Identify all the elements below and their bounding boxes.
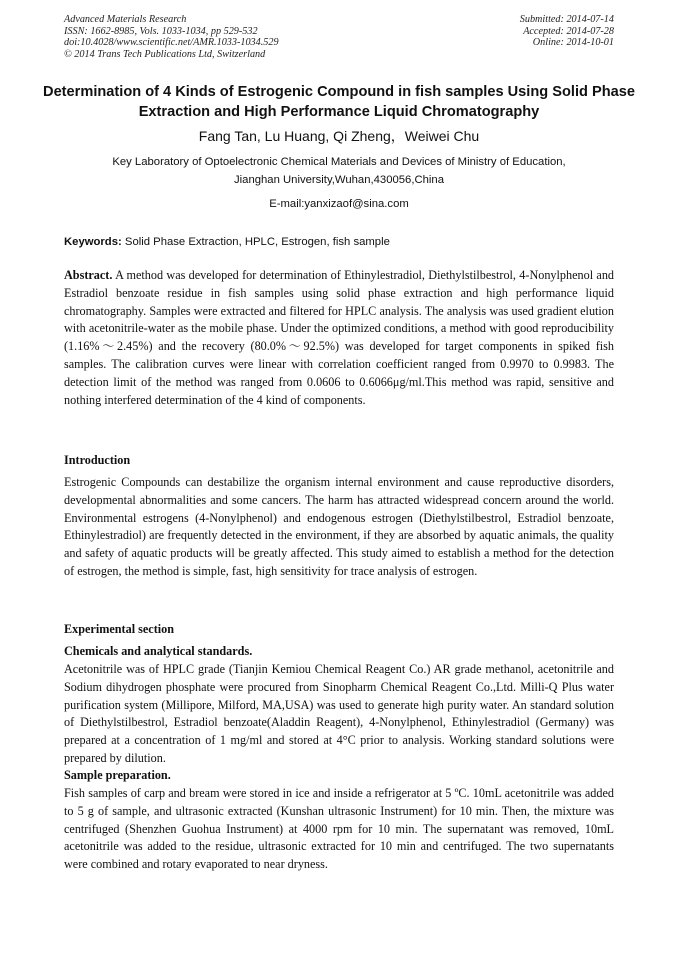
chemicals-heading: Chemicals and analytical standards.	[64, 644, 253, 658]
affiliation-line-1: Key Laboratory of Optoelectronic Chemical Materials and Devices of Ministry of Education,	[112, 156, 566, 168]
contact-email[interactable]: E-mail:yanxizaof@sina.com	[269, 198, 409, 210]
publication-dates	[520, 14, 614, 49]
online-date: Online: 2014-10-01	[532, 37, 614, 49]
introduction-heading: Introduction	[64, 453, 131, 467]
keywords	[64, 235, 624, 250]
journal-issn: ISSN: 1662-8985, Vols. 1033-1034, pp 529-532	[64, 25, 258, 37]
abstract	[64, 267, 614, 409]
introduction-text: Estrogenic Compounds can destabilize the organism internal environment and cause reproductive disorders, developmental abnormalities and some cancers. The harm has attracted widespread concern around the world. Environmental estrogens (4-Nonylphenol) and endogenous estrogen (Diethylstilbestrol, Estradiol benzoate, Ethinylestradiol) are frequently detected in the environment, if they are absorbed by aquatic animals, the quality and safety of aquatic products will be greatly affected. This study aimed to establish a method for the detection of estrogen, the method is simple, fast, high sensitivity for trace analysis of estrogen.	[64, 475, 614, 578]
affiliation	[60, 153, 618, 189]
keywords-text: Solid Phase Extraction, HPLC, Estrogen, fish sample	[124, 236, 390, 248]
journal-info	[64, 14, 279, 60]
affiliation-line-2: Jianghan University,Wuhan,430056,China	[234, 174, 444, 186]
submitted-date: Submitted: 2014-07-14	[519, 14, 614, 25]
abstract-text: A method was developed for determination of Ethinylestradiol, Diethylstilbestrol, 4-Nonylphenol and Estradiol benzoate residue in fish samples using solid phase extraction and high performance liquid chromatography. Samples were extracted and filtered for HPLC analysis. The analysis was used gradient elution with acetonitrile-water as the mobile phase. Under the optimized conditions, a method with good reproducibility (1.16%～2.45%) and the recovery (80.0%～92.5%) was developed for target components in spiked fish samples. The calibration curves were linear with correlation coefficient ranged from 0.9970 to 0.9983. The detection limit of the method was ranged from 0.0606 to 0.6066μg/ml.This method was rapid, sensitive and nothing interfered determination of the 4 kind of components.	[64, 268, 615, 407]
experimental-heading: Experimental section	[64, 622, 175, 636]
chemicals-text: Acetonitrile was of HPLC grade (Tianjin Kemiou Chemical Reagent Co.) AR grade methanol, acetonitrile and Sodium dihydrogen phosphate were procured from Sinopharm Chemical Reagent Co.,Ltd. Milli-Q Plus water purification system (Millipore, Milford, MA,USA) was used to generate high purity water. An standard solution of Diethylstilbestrol, Estradiol benzoate(Aladdin Reagent), 4-Nonylphenol, Ethinylestradiol (Germany) was prepared at a concentration of 1 mg/ml and stored at 4°C prior to analysis. Working standard solutions were prepared by dilution.	[64, 662, 614, 765]
journal-doi[interactable]: doi:10.4028/www.scientific.net/AMR.1033-1034.529	[64, 37, 279, 49]
sample-preparation-text: Fish samples of carp and bream were stored in ice and inside a refrigerator at 5 ºC. 10mL acetonitrile was added to 5 g of sample, and ultrasonic extracted (Kunshan ultrasonic Instrument) for 10 min. Then, the mixture was centrifuged (Shenzhen Guohua Instrument) at 4000 rpm for 10 min. The supernatant was removed, 10mL acetonitrile was added to the residue, ultrasonic extracted for 10 min and centrifuged. The two supernatants were combined and rotary evaporated to near dryness.	[64, 786, 614, 872]
abstract-label: Abstract.	[64, 268, 113, 282]
paper-title: Determination of 4 Kinds of Estrogenic Compound in fish samples Using Solid Phase Extraction and High Performance Liquid Chromatography	[43, 84, 635, 120]
keywords-label: Keywords:	[64, 236, 122, 248]
journal-copyright: © 2014 Trans Tech Publications Ltd, Switzerland	[64, 48, 266, 60]
author-list: Fang Tan, Lu Huang, Qi Zheng，Weiwei Chu	[198, 128, 480, 144]
sample-preparation-heading: Sample preparation.	[64, 768, 171, 782]
journal-name: Advanced Materials Research	[64, 14, 187, 25]
accepted-date: Accepted: 2014-07-28	[523, 25, 614, 37]
